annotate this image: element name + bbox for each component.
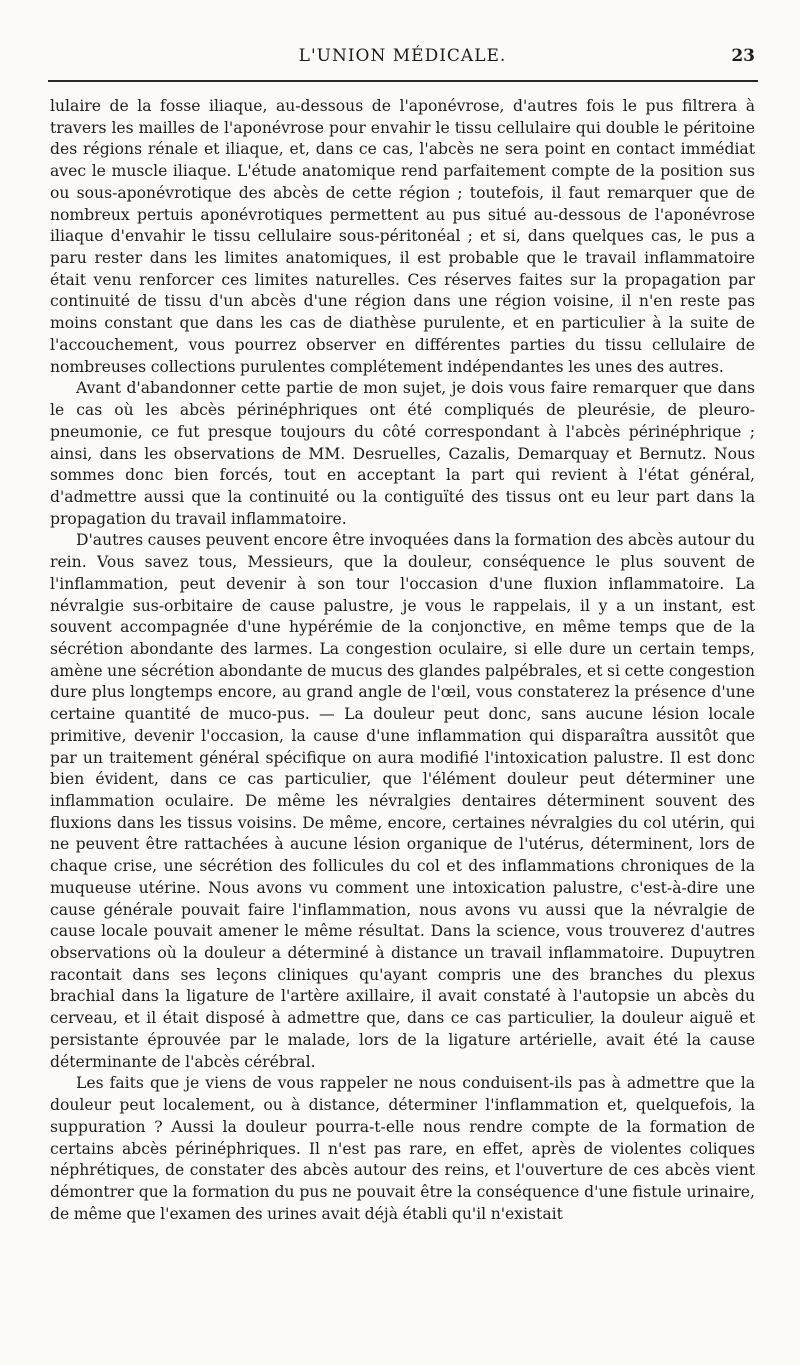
paragraph: D'autres causes peuvent encore être invoquées dans la formation des abcès autour du rein. Vous savez tous, Messieurs, que la douleur, conséquence le plus souvent de l'inflammation, peut devenir à son tour l'occasion d'une fluxion inflammatoire. La névralgie sus-orbitaire de cause palustre, je vous le rappelais, il y a un instant, est souvent accompagnée d'une hypérémie de la conjonctive, en même temps que de la sécrétion abondante des larmes. La congestion oculaire, si elle dure un certain temps, amène une sécrétion abondante de mucus des glandes palpébrales, et si cette congestion dure plus longtemps encore, au grand angle de l'œil, vous constaterez la présence d'une certaine quantité de muco-pus. — La douleur peut donc, sans aucune lésion locale primitive, devenir l'occasion, la cause d'une inflammation qui disparaîtra aussitôt que par un traitement général spécifique on aura modifié l'intoxication palustre. Il est donc bien évident, dans ce cas particulier, que l'élément douleur peut déterminer une inflammation oculaire. De même les névralgies dentaires déterminent souvent des fluxions dans les tissus voisins. De même, encore, certaines névralgies du col utérin, qui ne peuvent être rattachées à aucune lésion organique de l'utérus, déterminent, lors de chaque crise, une sécrétion des follicules du col et des inflammations chroniques de la muqueuse utérine. Nous avons vu comment une intoxication palustre, c'est-à-dire une cause générale pouvait faire l'inflammation, nous avons vu aussi que la névralgie de cause locale pouvait amener le même résultat. Dans la science, vous trouverez d'autres observations où la douleur a déterminé à distance un travail inflammatoire. Dupuytren racontait dans ses leçons cliniques qu'ayant compris une des branches du plexus brachial dans la ligature de l'artère axillaire, il avait constaté à l'autopsie un abcès du cerveau, et il était disposé à admettre que, dans ce cas particulier, la douleur aiguë et persistante éprouvée par le malade, lors de la ligature artérielle, avait été la cause déterminante de l'abcès cérébral. [50,531,755,1071]
header-rule [48,80,758,82]
page-header [50,40,755,74]
paragraph: Les faits que je viens de vous rappeler ne nous conduisent-ils pas à admettre que la douleur peut localement, ou à distance, déterminer l'inflammation et, quelquefois, la suppuration ? Aussi la douleur pourra-t-elle nous rendre compte de la formation de certains abcès périnéphriques. Il n'est pas rare, en effet, après de violentes coliques néphrétiques, de constater des abcès autour des reins, et l'ouverture de ces abcès vient démontrer que la formation du pus ne pouvait être la conséquence d'une fistule urinaire, de même que l'examen des urines avait déjà établi qu'il n'existait [50,1074,755,1223]
page-number: 23 [731,46,755,66]
paragraph: lulaire de la fosse iliaque, au-dessous de l'aponévrose, d'autres fois le pus filtrera à travers les mailles de l'aponévrose pour envahir le tissu cellulaire qui double le péritoine des régions rénale et iliaque, et, dans ce cas, l'abcès ne sera point en contact immédiat avec le muscle iliaque. L'étude anatomique rend parfaitement compte de la position sus ou sous-aponévrotique des abcès de cette région ; toutefois, il faut remarquer que de nombreux pertuis aponévrotiques permettent au pus situé au-dessous de l'aponévrose iliaque d'envahir le tissu cellulaire sous-péritonéal ; et si, dans quelques cas, le pus a paru rester dans les limites anatomiques, il est probable que le travail inflammatoire était venu renforcer ces limites naturelles. Ces réserves faites sur la propagation par continuité de tissu d'un abcès d'une région dans une région voisine, il n'en reste pas moins constant que dans les cas de diathèse purulente, et en particulier à la suite de l'accouchement, vous pourrez observer en différentes parties du tissu cellulaire de nombreuses collections purulentes complétement indépendantes les unes des autres. [50,97,755,376]
paragraph: Avant d'abandonner cette partie de mon sujet, je dois vous faire remarquer que dans le cas où les abcès périnéphriques ont été compliqués de pleurésie, de pleuro-pneumonie, ce fut presque toujours du côté correspondant à l'abcès périnéphrique ; ainsi, dans les observations de MM. Desruelles, Cazalis, Demarquay et Bernutz. Nous sommes donc bien forcés, tout en acceptant la part qui revient à l'état général, d'admettre aussi que la continuité ou la contiguïté des tissus ont eu leur part dans la propagation du travail inflammatoire. [50,379,755,528]
running-title: L'UNION MÉDICALE. [298,46,507,66]
body-text [50,96,755,1225]
